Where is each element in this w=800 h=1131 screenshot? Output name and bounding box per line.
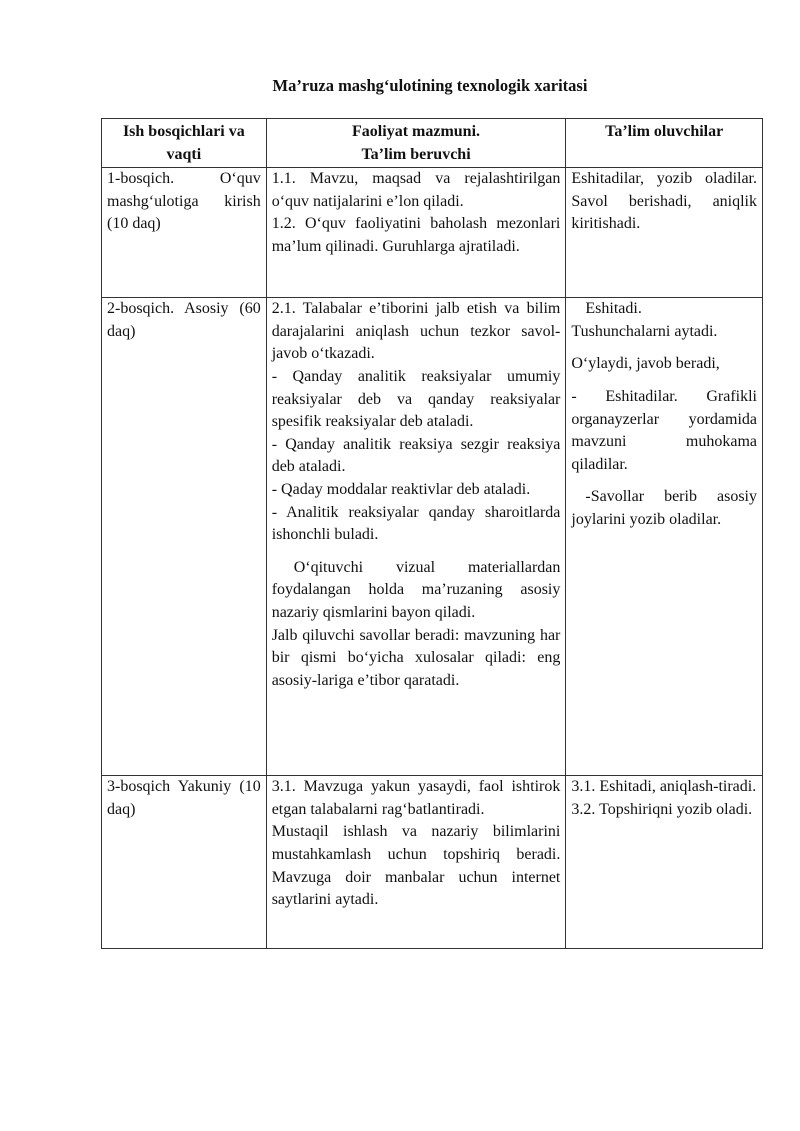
students-text: Eshitadilar, yozib oladilar. Savol berishadi, aniqlik kiritishadi.	[571, 170, 757, 233]
document-title: Ma’ruza mashg‘ulotining texnologik xaritasi	[272, 76, 588, 95]
students-text: Tushunchalarni aytadi.	[571, 322, 718, 340]
teacher-text: - Analitik reaksiyalar qanday sharoitlarda ishonchli buladi.	[271, 503, 561, 544]
teacher-cell	[266, 298, 566, 776]
table-row	[102, 298, 763, 776]
teacher-text: - Qaday moddalar reaktivlar deb ataladi.	[271, 480, 531, 498]
students-text: -Savollar berib asosiy joylarini yozib oladilar.	[571, 488, 757, 528]
teacher-cell	[266, 168, 566, 298]
header-stages-time: Ish bosqichlari va vaqti	[102, 119, 267, 168]
table-row	[102, 168, 763, 298]
students-cell	[566, 168, 763, 298]
teacher-text: 3.1. Mavzuga yakun yasaydi, faol ishtirok etgan talabalarni rag‘batlantiradi.	[271, 778, 561, 818]
students-text: O‘ylaydi, javob beradi,	[571, 355, 720, 373]
teacher-text: Jalb qiluvchi savollar beradi: mavzuning har bir qismi bo‘yicha xulosalar qiladi: eng asosiy-lariga e’tibor qaratadi.	[271, 626, 561, 689]
spacer	[571, 376, 757, 386]
students-text: Eshitadi.	[585, 300, 642, 318]
students-text: 3.1. Eshitadi, aniqlash-tiradi.	[571, 778, 757, 796]
table-row	[102, 776, 763, 949]
header-learners: Ta’lim oluvchilar	[566, 119, 763, 168]
students-cell	[566, 298, 763, 776]
students-text: - Eshitadilar. Grafikli organayzerlar yordamida mavzuni muhokama qiladilar.	[571, 387, 757, 473]
teacher-text: - Qanday analitik reaksiya sezgir reaksiya deb ataladi.	[271, 435, 561, 476]
header-activity-content	[266, 119, 566, 168]
students-cell	[566, 776, 763, 949]
teacher-text: O‘qituvchi vizual materiallardan foydalangan holda ma’ruzaning asosiy nazariy qismlarini bayon qiladi.	[271, 558, 561, 621]
stage-cell: 1-bosqich. O‘quv mashg‘ulotiga kirish (10 daq)	[102, 168, 267, 298]
teacher-text: 1.2. O‘quv faoliyatini baholash mezonlari ma’lum qilinadi. Guruhlarga ajratiladi.	[271, 215, 561, 255]
technology-map-table	[101, 118, 763, 949]
spacer	[272, 547, 561, 557]
spacer	[571, 343, 757, 353]
header-activity-line2: Ta’lim beruvchi	[361, 145, 471, 163]
teacher-text: Mustaqil ishlash va nazariy bilimlarini mustahkamlash uchun topshiriq beradi. Mavzuga doir manbalar uchun internet saytlarini aytadi.	[271, 823, 561, 909]
teacher-text: - Qanday analitik reaksiyalar umumiy reaksiyalar deb va qanday reaksiyalar spesifik reaksiyalar deb ataladi.	[271, 367, 561, 431]
stage-cell: 3-bosqich Yakuniy (10 daq)	[102, 776, 267, 949]
teacher-cell	[266, 776, 566, 949]
header-activity-line1: Faoliyat mazmuni.	[352, 123, 481, 140]
teacher-text: 2.1. Talabalar e’tiborini jalb etish va bilim darajalarini aniqlash uchun tezkor savol-javob o‘tkazadi.	[271, 300, 561, 363]
table-header-row	[102, 119, 763, 168]
teacher-text: 1.1. Mavzu, maqsad va rejalashtirilgan o‘quv natijalarini e’lon qiladi.	[271, 170, 561, 210]
spacer	[571, 476, 757, 486]
stage-cell: 2-bosqich. Asosiy (60 daq)	[102, 298, 267, 776]
students-text: 3.2. Topshiriqni yozib oladi.	[571, 800, 753, 818]
